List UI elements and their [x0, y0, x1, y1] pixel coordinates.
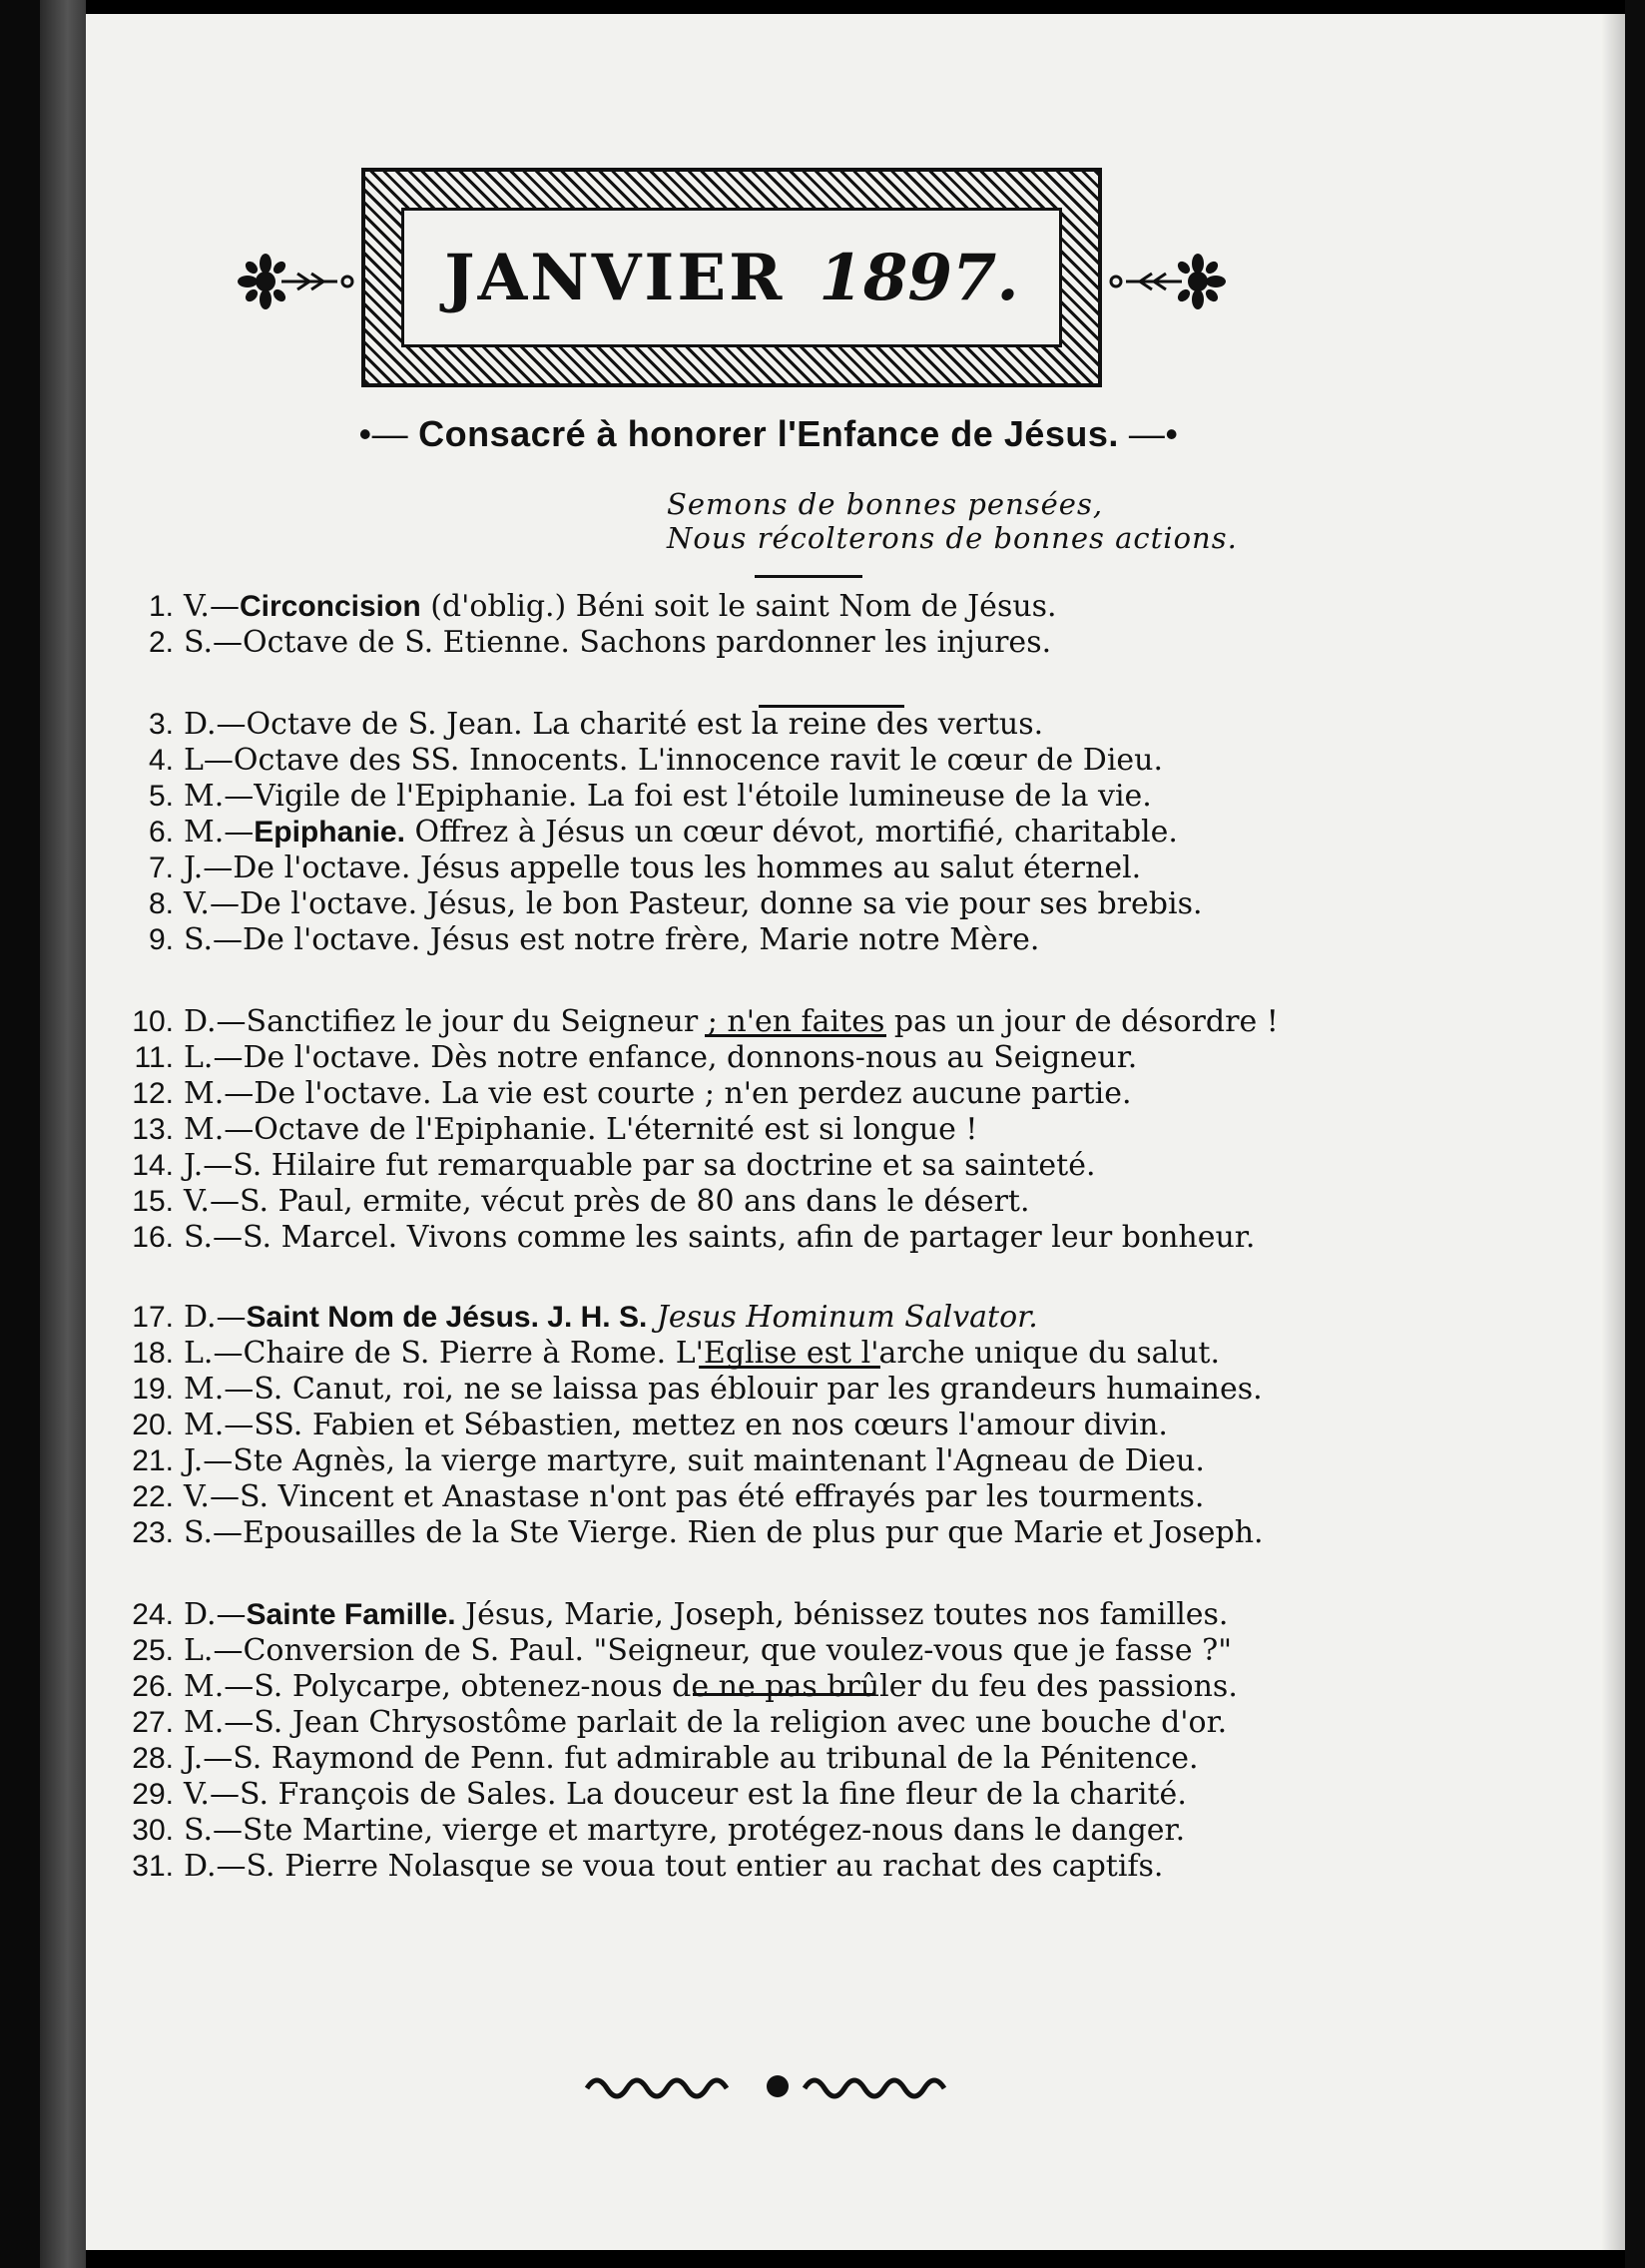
- entry-text: Chaire de S. Pierre à Rome. L'Eglise est l'arche unique du salut.: [243, 1336, 1221, 1371]
- entry-text: Jésus, Marie, Joseph, bénissez toutes nos familles.: [455, 1597, 1229, 1632]
- entry-date: 29.: [132, 1778, 174, 1811]
- entry-date: 11.: [134, 1041, 174, 1074]
- entry-date: 15.: [132, 1185, 174, 1218]
- entry-date: 9.: [148, 923, 174, 956]
- entry-weekday: D.—: [184, 1597, 247, 1632]
- entry-weekday: M.—: [184, 1408, 255, 1442]
- tailpiece-ornament-icon: [583, 2064, 972, 2104]
- calendar-entry: [112, 1597, 1228, 1632]
- entry-weekday: D.—: [184, 1849, 247, 1884]
- entry-weekday: M.—: [184, 1076, 255, 1111]
- entry-feast: Circoncision: [239, 590, 421, 623]
- divider-rule: [755, 575, 862, 578]
- entry-date: 10.: [132, 1005, 174, 1038]
- entry-text: De l'octave. Jésus appelle tous les hommes au salut éternel.: [233, 850, 1142, 885]
- motto-line-1: Semons de bonnes pensées,: [667, 487, 1104, 521]
- entry-weekday: S.—: [184, 1220, 244, 1255]
- calendar-entry: [112, 922, 1039, 957]
- entry-feast: Sainte Famille.: [246, 1598, 456, 1631]
- entry-weekday: M.—: [184, 1372, 255, 1407]
- calendar-entry: [112, 1148, 1096, 1183]
- entry-text: S. Polycarpe, obtenez-nous de ne pas brûler du feu des passions.: [254, 1669, 1238, 1704]
- entry-date: 25.: [132, 1634, 174, 1667]
- entry-weekday: M.—: [184, 1112, 255, 1147]
- entry-date: 5.: [148, 780, 174, 813]
- calendar-entry: [112, 1004, 1279, 1039]
- entry-text: De l'octave. Jésus est notre frère, Marie notre Mère.: [243, 922, 1040, 957]
- entry-weekday: L.—: [184, 1633, 244, 1668]
- entry-text: Octave de S. Jean. La charité est la reine des vertus.: [246, 707, 1044, 742]
- entry-text: Octave de l'Epiphanie. L'éternité est si longue !: [254, 1112, 978, 1147]
- entry-date: 1.: [148, 590, 174, 623]
- calendar-entry: [112, 1849, 1163, 1884]
- entry-weekday: M.—: [184, 779, 255, 814]
- entry-italic-text: Jesus Hominum Salvator.: [656, 1300, 1038, 1335]
- calendar-entry: [112, 1112, 977, 1147]
- entry-weekday: S.—: [184, 625, 244, 660]
- entry-date: 17.: [132, 1301, 174, 1334]
- entry-text: De l'octave. Dès notre enfance, donnons-nous au Seigneur.: [243, 1040, 1138, 1075]
- entry-weekday: M.—: [184, 815, 255, 850]
- calendar-entry: [112, 1633, 1232, 1668]
- entry-text: S. Vincent et Anastase n'ont pas été effrayés par les tourments.: [239, 1479, 1205, 1514]
- entry-weekday: L.—: [184, 1336, 244, 1371]
- entry-weekday: V.—: [184, 1777, 240, 1812]
- entry-text: Octave des SS. Innocents. L'innocence ravit le cœur de Dieu.: [233, 743, 1164, 778]
- calendar-entry: [112, 1813, 1185, 1848]
- entry-date: 23.: [132, 1516, 174, 1549]
- calendar-entry: [112, 1076, 1132, 1111]
- entry-weekday: V.—: [184, 589, 240, 624]
- entry-date: 8.: [148, 887, 174, 920]
- entry-date: 31.: [132, 1850, 174, 1883]
- entry-text: Ste Agnès, la vierge martyre, suit maintenant l'Agneau de Dieu.: [233, 1443, 1205, 1478]
- calendar-entry: [112, 1741, 1199, 1776]
- dedication-line: •— Consacré à honorer l'Enfance de Jésus. —•: [358, 413, 1179, 454]
- entry-date: 16.: [132, 1221, 174, 1254]
- entry-date: 3.: [148, 708, 174, 741]
- calendar-entry: [112, 1300, 1038, 1335]
- entry-date: 18.: [132, 1337, 174, 1370]
- calendar-entry: [112, 1479, 1204, 1514]
- entry-date: 27.: [132, 1706, 174, 1739]
- entry-weekday: M.—: [184, 1669, 255, 1704]
- entry-weekday: J.—: [184, 1443, 234, 1478]
- entry-weekday: V.—: [184, 886, 240, 921]
- entry-weekday: S.—: [184, 1515, 244, 1550]
- entry-text: S. Marcel. Vivons comme les saints, afin de partager leur bonheur.: [243, 1220, 1256, 1255]
- entry-text: De l'octave. La vie est courte ; n'en perdez aucune partie.: [254, 1076, 1132, 1111]
- calendar-entry: [112, 1408, 1168, 1442]
- entry-text: Ste Martine, vierge et martyre, protégez-nous dans le danger.: [243, 1813, 1186, 1848]
- calendar-entry: [112, 1443, 1205, 1478]
- calendar-entry: [112, 1336, 1220, 1371]
- entry-text: Vigile de l'Epiphanie. La foi est l'étoile lumineuse de la vie.: [254, 779, 1152, 814]
- entry-date: 7.: [148, 851, 174, 884]
- entry-weekday: S.—: [184, 922, 244, 957]
- entry-weekday: M.—: [184, 1705, 255, 1740]
- entry-text: Epousailles de la Ste Vierge. Rien de plus pur que Marie et Joseph.: [243, 1515, 1264, 1550]
- entry-date: 14.: [132, 1149, 174, 1182]
- entry-text: (d'oblig.) Béni soit le saint Nom de Jésus.: [420, 589, 1057, 624]
- month-title: JANVIER: [444, 240, 786, 315]
- calendar-entry: [112, 1705, 1227, 1740]
- dedication-text: Consacré à honorer l'Enfance de Jésus.: [418, 413, 1119, 454]
- entry-weekday: D.—: [184, 707, 247, 742]
- motto: [667, 487, 1238, 555]
- entry-date: 20.: [132, 1409, 174, 1441]
- entry-text: Conversion de S. Paul. "Seigneur, que voulez-vous que je fasse ?": [243, 1633, 1232, 1668]
- entry-date: 21.: [132, 1444, 174, 1477]
- entry-feast: Epiphanie.: [254, 816, 405, 849]
- fleuron-right-icon: [1102, 252, 1226, 311]
- entry-weekday: V.—: [184, 1479, 240, 1514]
- calendar-entry: [112, 1372, 1263, 1407]
- entry-date: 22.: [132, 1480, 174, 1513]
- entry-weekday: L.—: [184, 1040, 244, 1075]
- binding-edge: [40, 0, 86, 2268]
- entry-weekday: S.—: [184, 1813, 244, 1848]
- entry-text: [647, 1300, 657, 1335]
- entry-text: Offrez à Jésus un cœur dévot, mortifié, charitable.: [404, 815, 1178, 850]
- entry-date: 6.: [148, 816, 174, 849]
- entry-date: 12.: [132, 1077, 174, 1110]
- calendar-entry: [112, 1669, 1238, 1704]
- calendar-entry: [112, 625, 1051, 660]
- calendar-entry: [112, 1515, 1264, 1550]
- entry-text: S. Raymond de Penn. fut admirable au tribunal de la Pénitence.: [233, 1741, 1199, 1776]
- entry-weekday: L—: [184, 743, 234, 778]
- entry-weekday: V.—: [184, 1184, 240, 1219]
- calendar-entry: [112, 743, 1163, 778]
- calendar-entry: [112, 1040, 1137, 1075]
- entry-weekday: D.—: [184, 1300, 247, 1335]
- entry-text: S. Hilaire fut remarquable par sa doctrine et sa sainteté.: [233, 1148, 1096, 1183]
- calendar-entry: [112, 1220, 1255, 1255]
- entry-text: S. Paul, ermite, vécut près de 80 ans dans le désert.: [239, 1184, 1030, 1219]
- calendar-entry: [112, 707, 1043, 742]
- entry-text: S. Canut, roi, ne se laissa pas éblouir par les grandeurs humaines.: [254, 1372, 1263, 1407]
- year-title: 1897.: [819, 240, 1019, 315]
- calendar-entry: [112, 1184, 1030, 1219]
- entry-text: SS. Fabien et Sébastien, mettez en nos cœurs l'amour divin.: [254, 1408, 1168, 1442]
- title-plate: [361, 168, 1102, 387]
- calendar-entry: [112, 815, 1178, 850]
- calendar-entry: [112, 589, 1057, 624]
- entry-date: 13.: [132, 1113, 174, 1146]
- calendar-entry: [112, 779, 1152, 814]
- scan-border-right: [1625, 0, 1645, 2268]
- entry-date: 30.: [132, 1814, 174, 1847]
- binding-spine: [0, 0, 40, 2268]
- entry-date: 24.: [132, 1598, 174, 1631]
- entry-date: 28.: [132, 1742, 174, 1775]
- entry-text: Sanctifiez le jour du Seigneur ; n'en faites pas un jour de désordre !: [246, 1004, 1279, 1039]
- entry-date: 26.: [132, 1670, 174, 1703]
- entry-weekday: J.—: [184, 1148, 234, 1183]
- entry-feast: Saint Nom de Jésus. J. H. S.: [246, 1301, 648, 1334]
- entry-text: S. Pierre Nolasque se voua tout entier au rachat des captifs.: [246, 1849, 1164, 1884]
- entry-weekday: J.—: [184, 1741, 234, 1776]
- entry-weekday: J.—: [184, 850, 234, 885]
- calendar-entry: [112, 850, 1141, 885]
- entry-date: 19.: [132, 1373, 174, 1406]
- entry-text: S. François de Sales. La douceur est la fine fleur de la charité.: [239, 1777, 1187, 1812]
- entry-weekday: D.—: [184, 1004, 247, 1039]
- entry-text: S. Jean Chrysostôme parlait de la religion avec une bouche d'or.: [254, 1705, 1228, 1740]
- fleuron-left-icon: [238, 252, 361, 311]
- entry-date: 2.: [148, 626, 174, 659]
- motto-line-2: Nous récolterons de bonnes actions.: [667, 521, 1238, 555]
- calendar-entry: [112, 886, 1203, 921]
- entry-text: De l'octave. Jésus, le bon Pasteur, donne sa vie pour ses brebis.: [239, 886, 1203, 921]
- calendar-entry: [112, 1777, 1187, 1812]
- entry-date: 4.: [148, 744, 174, 777]
- entry-text: Octave de S. Etienne. Sachons pardonner les injures.: [243, 625, 1052, 660]
